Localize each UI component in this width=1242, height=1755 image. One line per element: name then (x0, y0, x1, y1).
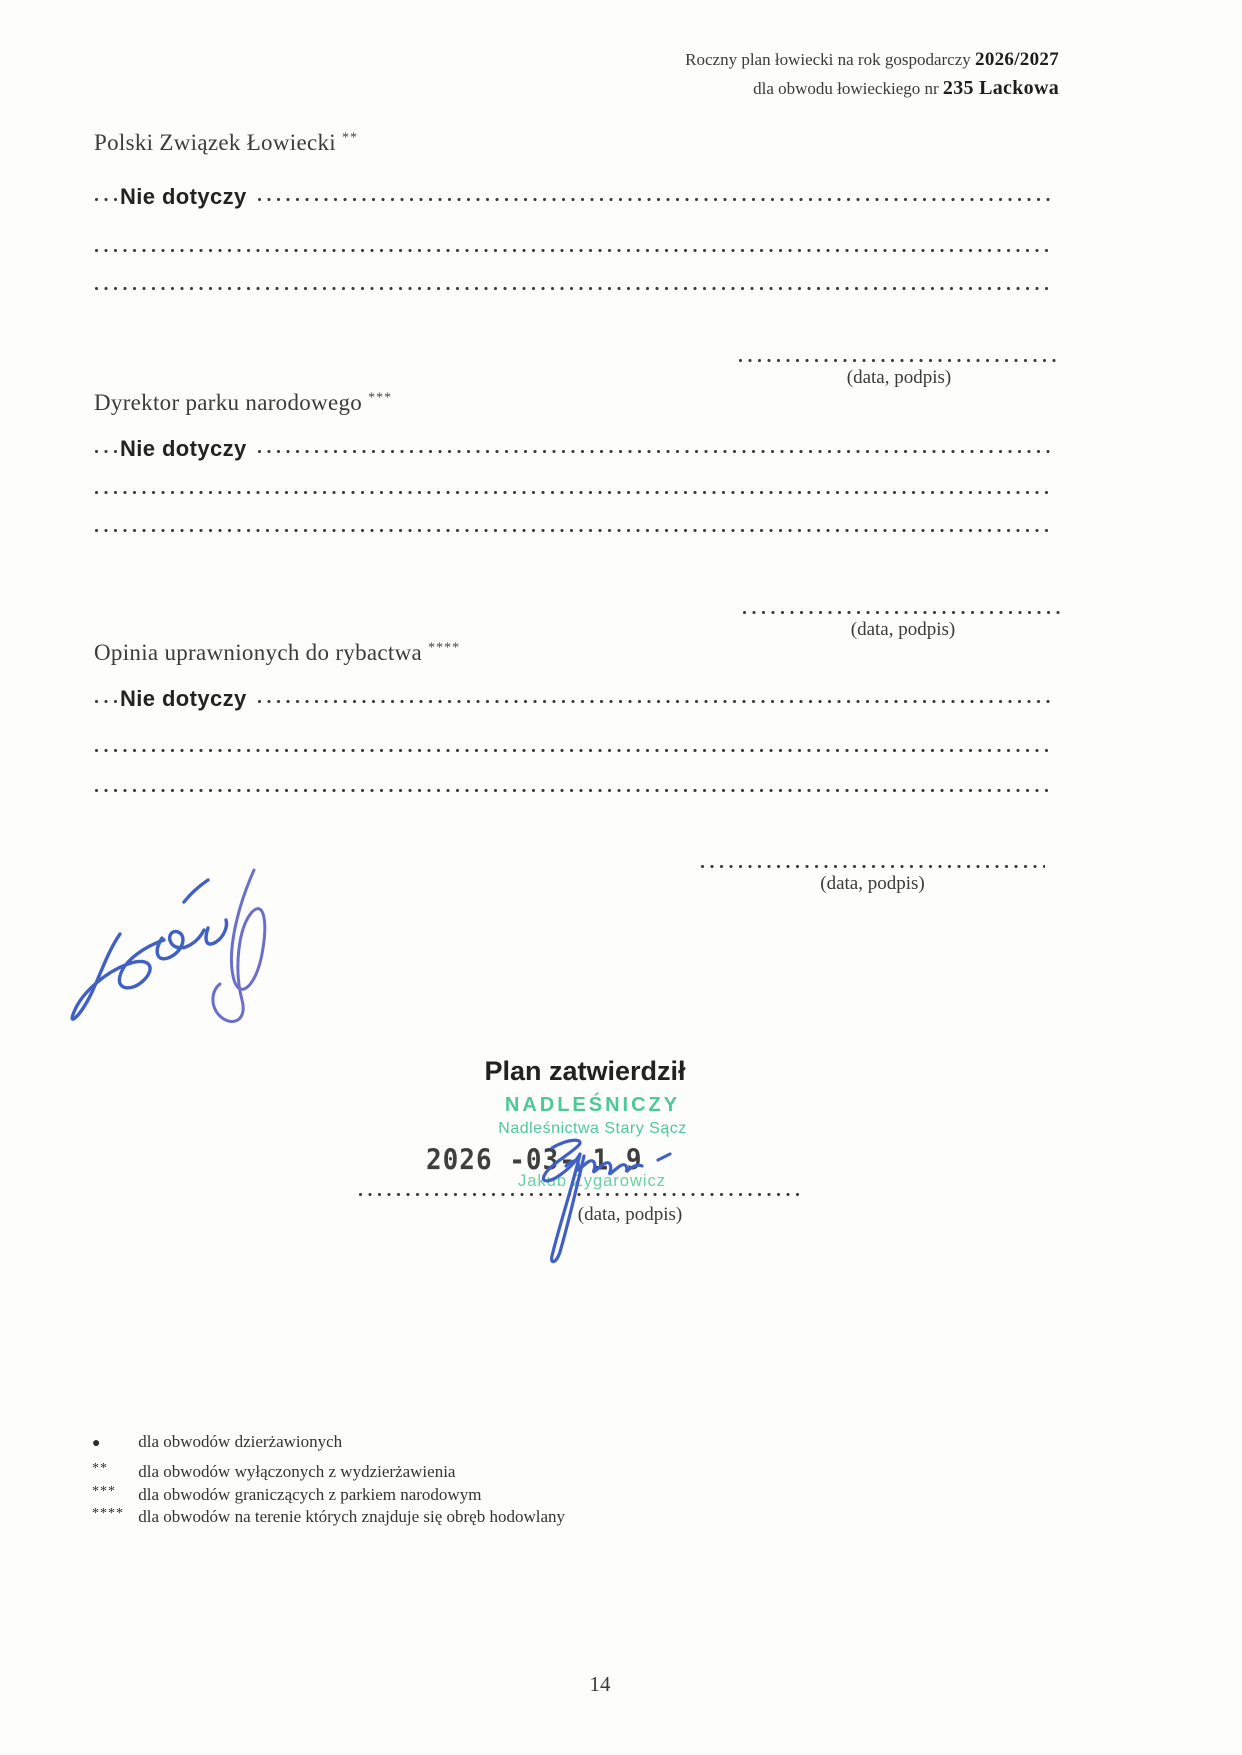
signature-caption: (data, podpis) (846, 367, 952, 388)
section-rybactwo-value-row (94, 680, 1052, 710)
approval-signature-ink (508, 1126, 703, 1271)
dotted-line (94, 528, 1052, 533)
footnote-text: dla obwodów wyłączonych z wydzierżawienia (138, 1462, 456, 1481)
header-line-2 (685, 74, 1059, 103)
signature-dotted-line (700, 864, 1045, 869)
leader-dots (94, 449, 120, 454)
footnote-row (92, 1485, 481, 1505)
asterisk-marker: **** (428, 640, 461, 656)
footnote-text: dla obwodów dzierżawionych (138, 1432, 343, 1451)
footnote-marker: ** (92, 1461, 108, 1476)
signature-dotted-line (738, 358, 1060, 363)
leader-dots (94, 699, 120, 704)
nie-dotyczy-text: Nie dotyczy (120, 184, 247, 209)
stamp-nadlesniczy: NADLEŚNICZY (504, 1094, 681, 1116)
leader-dots (94, 197, 120, 202)
signature-caption: (data, podpis) (820, 873, 925, 894)
asterisk-marker: *** (368, 390, 393, 406)
stamp-forest-district: Nadleśnictwa Stary Sącz (498, 1120, 687, 1137)
footnote-text: dla obwodów na terenie których znajduje się obręb hodowlany (138, 1507, 566, 1526)
dotted-line (94, 286, 1052, 291)
header-year: 2026/2027 (975, 49, 1059, 70)
section-title-text: Polski Związek Łowiecki (94, 130, 336, 155)
nie-dotyczy-text: Nie dotyczy (120, 686, 247, 711)
signature-area-rybactwo (700, 864, 1045, 895)
leader-dots (257, 699, 1052, 704)
nie-dotyczy-text: Nie dotyczy (120, 436, 247, 461)
leader-dots (257, 197, 1052, 202)
footnote-row (92, 1432, 342, 1452)
dotted-line (94, 490, 1052, 495)
footnote-text: dla obwodów graniczących z parkiem narodowym (138, 1485, 482, 1504)
dotted-line (94, 748, 1052, 753)
footnote-row (92, 1507, 565, 1527)
header-line1-text: Roczny plan łowiecki na rok gospodarczy (685, 50, 976, 69)
header-line-1 (685, 46, 1059, 74)
section-pzl-value-row (94, 178, 1052, 208)
section-title-rybactwo (94, 640, 460, 666)
section-title-pzl (94, 130, 358, 156)
signature-dotted-line (742, 610, 1064, 615)
signature-caption: (data, podpis) (577, 1204, 683, 1225)
stamp-signer-name: Jakub Zygarowicz (518, 1172, 667, 1190)
date-stamp: 2026 -03- 1 9 (426, 1144, 643, 1178)
header-district: 235 Lackowa (942, 76, 1059, 99)
handwritten-signature-ink (58, 842, 308, 1032)
footnote-marker: ● (92, 1436, 101, 1451)
asterisk-marker: ** (342, 130, 359, 146)
signature-caption: (data, podpis) (850, 619, 956, 640)
plan-approved-title: Plan zatwierdził (484, 1056, 686, 1086)
footnote-marker: **** (92, 1506, 124, 1521)
signature-area-park (742, 610, 1064, 641)
signature-area-pzl (738, 358, 1060, 389)
section-title-text: Opinia uprawnionych do rybactwa (94, 640, 423, 665)
section-park-value-row (94, 430, 1052, 460)
section-title-park (94, 390, 392, 416)
document-header (685, 46, 1059, 103)
footnote-marker: *** (92, 1484, 116, 1499)
section-title-text: Dyrektor parku narodowego (94, 390, 363, 415)
page-number: 14 (589, 1672, 611, 1696)
footnote-row (92, 1462, 455, 1482)
dotted-line (94, 788, 1052, 793)
header-line2-text: dla obwodu łowieckiego nr (753, 78, 943, 98)
leader-dots (257, 449, 1052, 454)
dotted-line (94, 248, 1052, 253)
